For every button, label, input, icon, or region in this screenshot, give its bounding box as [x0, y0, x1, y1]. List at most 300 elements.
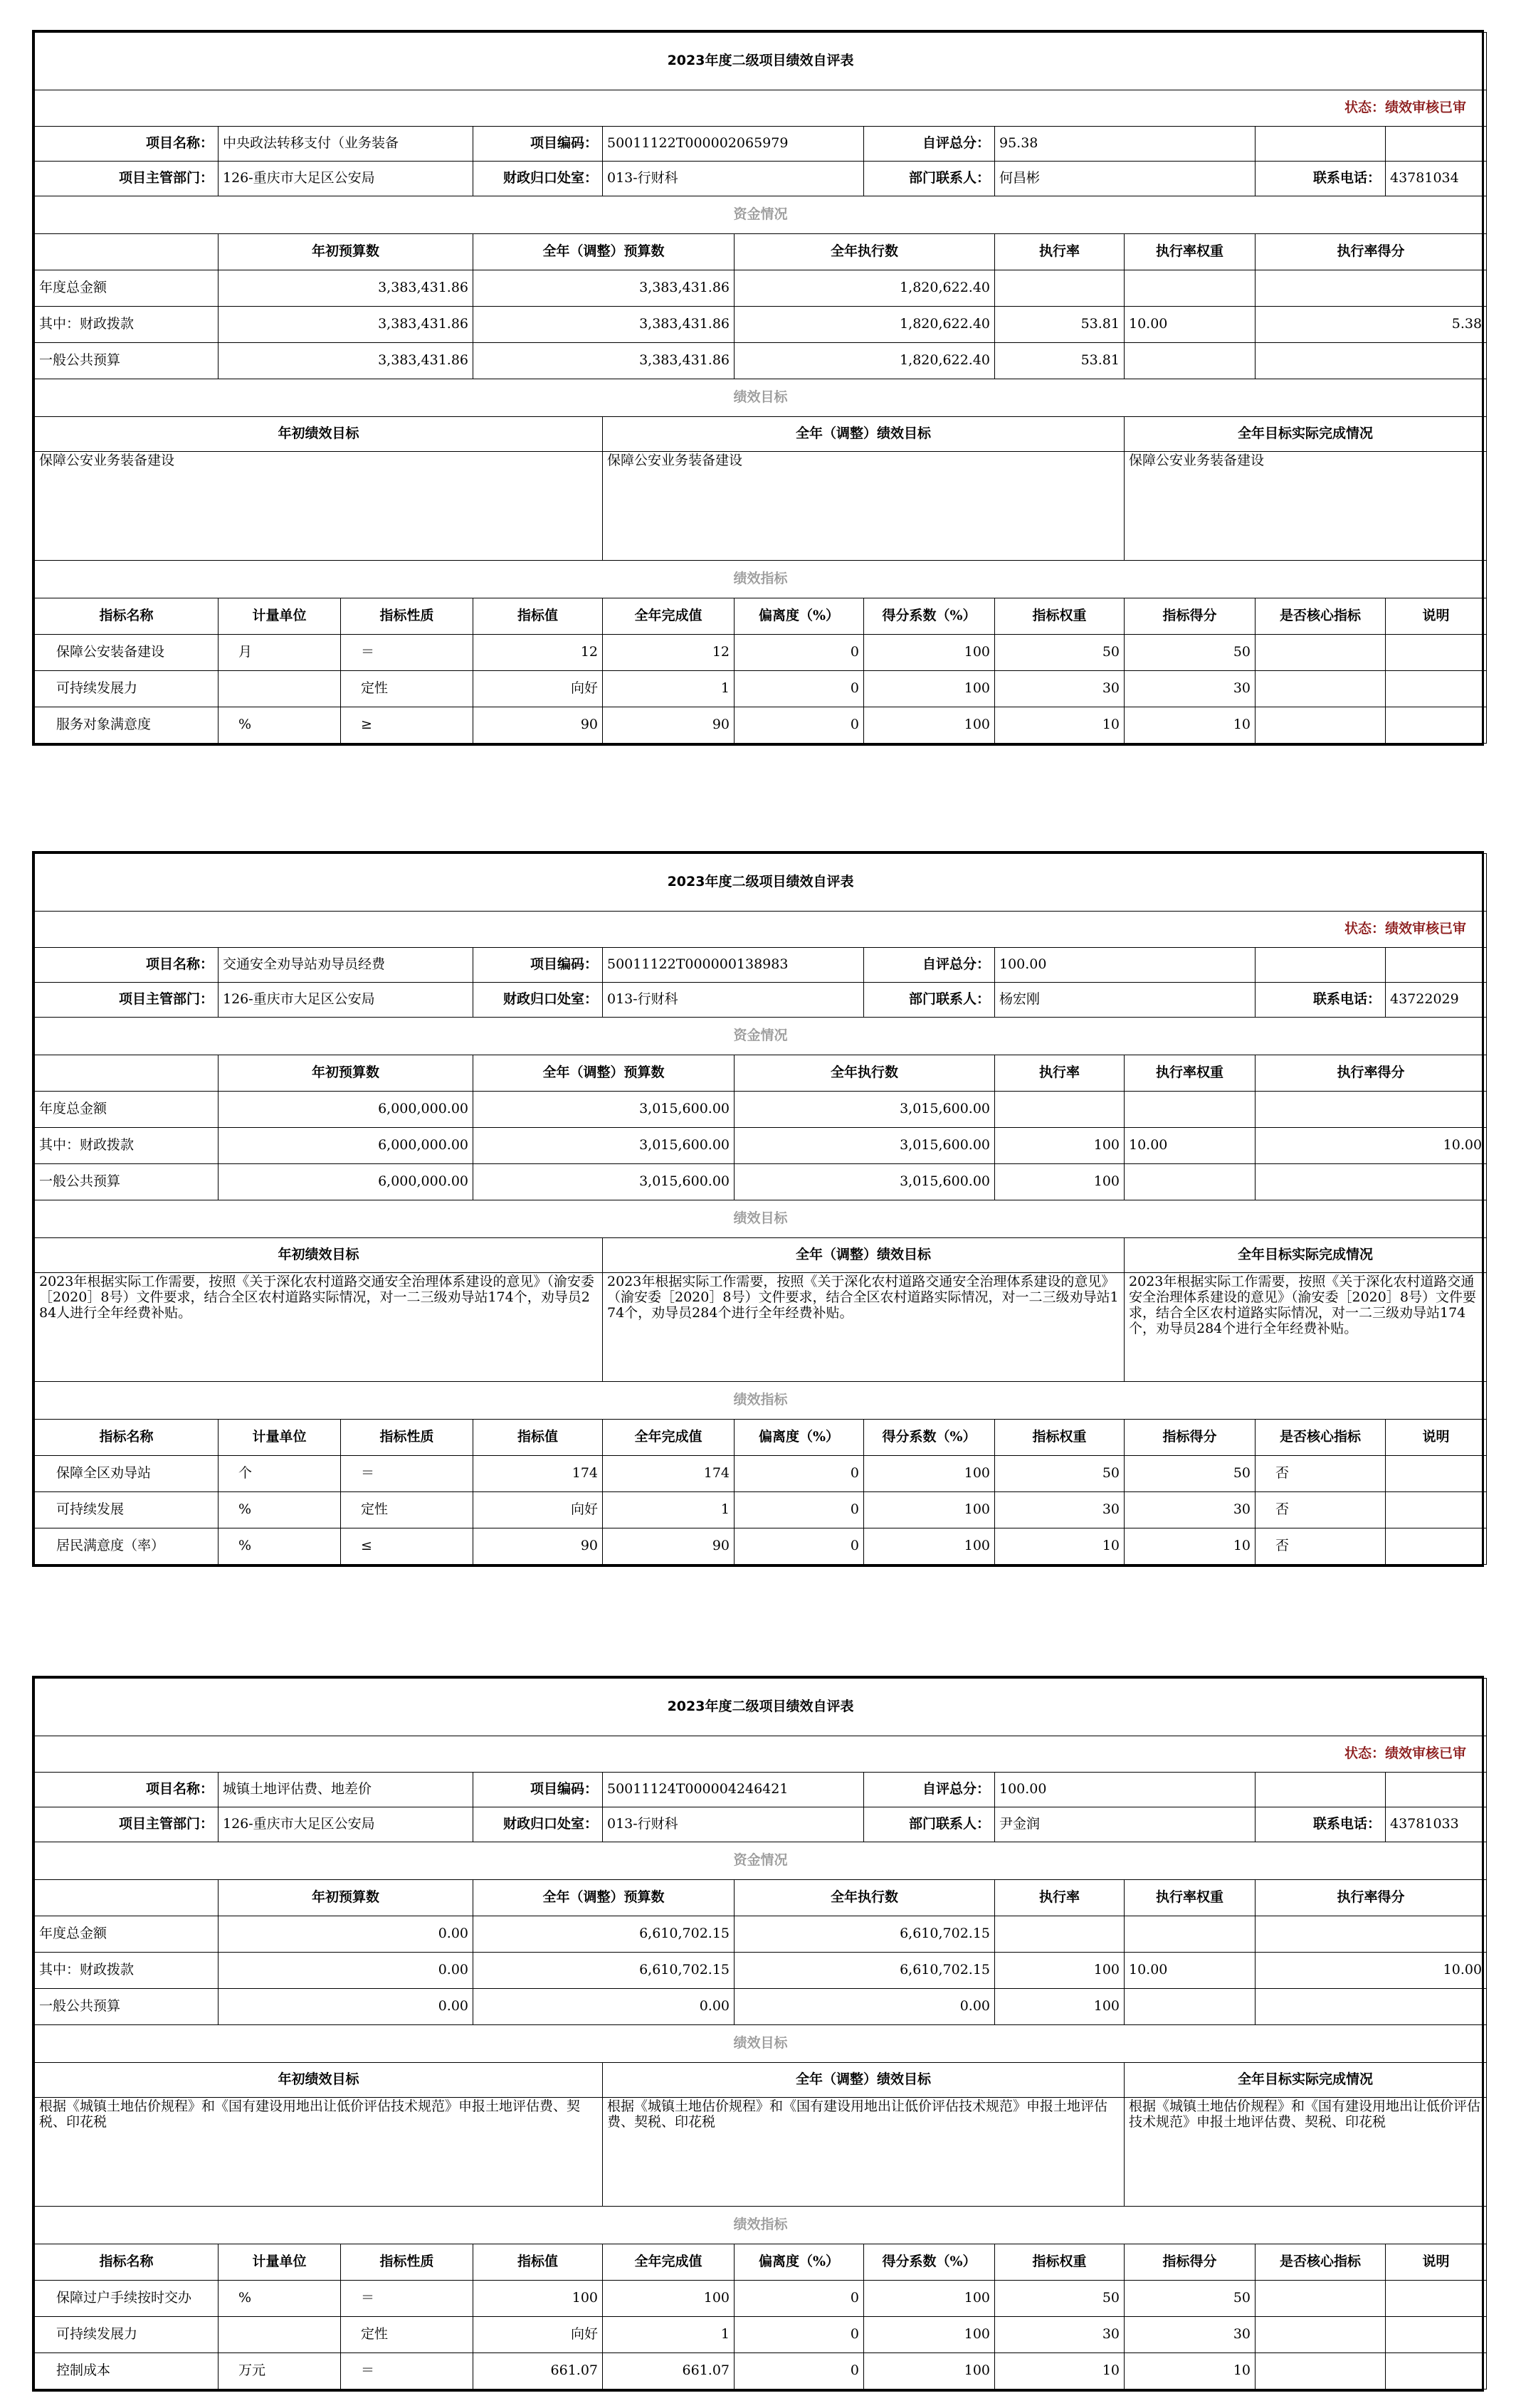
- indicators-section-title: 绩效指标: [35, 1382, 1487, 1420]
- targets-header: 年初绩效目标: [35, 2063, 603, 2098]
- project-name-label: 项目名称：: [35, 1773, 219, 1807]
- indicator-header: 指标名称: [35, 598, 219, 635]
- indicator-header: 指标性质: [341, 2244, 473, 2281]
- indicator-header: 说明: [1386, 1420, 1487, 1456]
- indicator-coefficient: 100: [864, 1492, 995, 1528]
- indicator-core: [1256, 2353, 1386, 2389]
- funds-header: 年初预算数: [219, 234, 473, 270]
- empty-cell: [1256, 948, 1386, 983]
- funds-header: 全年（调整）预算数: [473, 1055, 735, 1092]
- targets-header: 全年（调整）绩效目标: [603, 417, 1125, 452]
- funds-header: 全年（调整）预算数: [473, 1880, 735, 1916]
- contact-label: 部门联系人：: [864, 1807, 995, 1842]
- indicator-weight: 50: [995, 1456, 1125, 1492]
- targets-header: 全年目标实际完成情况: [1125, 417, 1487, 452]
- indicator-unit: [219, 2317, 341, 2353]
- empty-cell: [1386, 127, 1487, 162]
- funds-header: 全年（调整）预算数: [473, 234, 735, 270]
- dept-label: 项目主管部门：: [35, 983, 219, 1018]
- indicator-header: 偏离度（%）: [735, 2244, 864, 2281]
- indicators-header-row: [35, 2244, 1487, 2281]
- indicator-score: 50: [1125, 635, 1256, 671]
- targets-header: 全年目标实际完成情况: [1125, 1238, 1487, 1273]
- funds-header: 全年执行数: [735, 234, 995, 270]
- indicator-header: 指标权重: [995, 1420, 1125, 1456]
- self-evaluation-form-3: [32, 1676, 1484, 2392]
- targets-section-title: 绩效目标: [35, 379, 1487, 417]
- indicator-name: 居民满意度（率）: [35, 1528, 219, 1565]
- indicator-note: [1386, 1456, 1487, 1492]
- self-score-value: 95.38: [995, 127, 1256, 162]
- dept-label: 项目主管部门：: [35, 162, 219, 196]
- indicator-name: 保障全区劝导站: [35, 1456, 219, 1492]
- indicator-name: 保障过户手续按时交办: [35, 2281, 219, 2317]
- indicator-note: [1386, 635, 1487, 671]
- indicator-weight: 30: [995, 1492, 1125, 1528]
- indicator-completed: 1: [603, 2317, 735, 2353]
- funds-header: 年初预算数: [219, 1880, 473, 1916]
- indicator-name: 可持续发展力: [35, 2317, 219, 2353]
- funds-header: 执行率权重: [1125, 1880, 1256, 1916]
- indicator-nature: ＝: [341, 2353, 473, 2389]
- department-info-row: [35, 1807, 1487, 1842]
- indicator-header: 是否核心指标: [1256, 1420, 1386, 1456]
- executed-value: 3,015,600.00: [735, 1164, 995, 1200]
- funds-header: 年初预算数: [219, 1055, 473, 1092]
- indicator-score: 30: [1125, 671, 1256, 707]
- indicator-value: 90: [473, 1528, 603, 1565]
- indicator-value: 12: [473, 635, 603, 671]
- indicator-header: 计量单位: [219, 2244, 341, 2281]
- indicator-name: 保障公安装备建设: [35, 635, 219, 671]
- indicator-deviation: 0: [735, 707, 864, 744]
- indicator-weight: 10: [995, 707, 1125, 744]
- indicator-header: 指标值: [473, 598, 603, 635]
- indicator-score: 30: [1125, 2317, 1256, 2353]
- funds-row-label: 其中：财政拨款: [35, 1128, 219, 1164]
- indicator-nature: ≤: [341, 1528, 473, 1565]
- indicator-row: [35, 707, 1487, 744]
- indicator-header: 说明: [1386, 598, 1487, 635]
- indicator-weight: 10: [995, 2353, 1125, 2389]
- project-name-value: 中央政法转移支付（业务装备: [219, 127, 473, 162]
- indicator-header: 指标值: [473, 2244, 603, 2281]
- indicator-note: [1386, 671, 1487, 707]
- project-code-label: 项目编码：: [473, 948, 603, 983]
- targets-header: 全年（调整）绩效目标: [603, 1238, 1125, 1273]
- indicator-unit: %: [219, 1528, 341, 1565]
- indicator-coefficient: 100: [864, 707, 995, 744]
- indicator-coefficient: 100: [864, 671, 995, 707]
- indicator-row: [35, 1456, 1487, 1492]
- funds-row: [35, 1953, 1487, 1989]
- execution-rate-value: 53.81: [995, 343, 1125, 379]
- indicator-header: 指标得分: [1125, 2244, 1256, 2281]
- department-info-row: [35, 983, 1487, 1018]
- funds-section-title: 资金情况: [35, 1842, 1487, 1880]
- targets-row: [35, 2098, 1487, 2207]
- indicator-deviation: 0: [735, 1456, 864, 1492]
- indicator-score: 50: [1125, 2281, 1256, 2317]
- funds-header: 执行率权重: [1125, 1055, 1256, 1092]
- finance-dept-label: 财政归口处室：: [473, 162, 603, 196]
- self-score-label: 自评总分：: [864, 948, 995, 983]
- indicator-unit: 万元: [219, 2353, 341, 2389]
- indicator-header: 指标名称: [35, 1420, 219, 1456]
- funds-header: 执行率得分: [1256, 1055, 1487, 1092]
- indicator-row: [35, 1492, 1487, 1528]
- indicator-completed: 90: [603, 1528, 735, 1565]
- indicator-header: 指标值: [473, 1420, 603, 1456]
- indicator-value: 向好: [473, 671, 603, 707]
- targets-header-row: [35, 417, 1487, 452]
- indicator-coefficient: 100: [864, 1456, 995, 1492]
- indicator-unit: [219, 671, 341, 707]
- phone-label: 联系电话：: [1256, 162, 1386, 196]
- indicator-completed: 12: [603, 635, 735, 671]
- adjusted-budget-value: 3,015,600.00: [473, 1092, 735, 1128]
- indicator-value: 向好: [473, 2317, 603, 2353]
- initial-budget-value: 6,000,000.00: [219, 1092, 473, 1128]
- funds-row-label: 一般公共预算: [35, 343, 219, 379]
- indicator-header: 全年完成值: [603, 598, 735, 635]
- indicator-unit: %: [219, 1492, 341, 1528]
- funds-row-label: 一般公共预算: [35, 1989, 219, 2025]
- empty-cell: [35, 234, 219, 270]
- indicators-section-title: 绩效指标: [35, 2207, 1487, 2244]
- indicator-nature: ＝: [341, 635, 473, 671]
- phone-value: 43781034: [1386, 162, 1487, 196]
- initial-target-text: 2023年根据实际工作需要，按照《关于深化农村道路交通安全治理体系建设的意见》（渝安委［2020］8号）文件要求，结合全区农村道路实际情况，对一二三级劝导站174个，劝导员284人进行全年经费补贴。: [35, 1273, 603, 1382]
- indicator-deviation: 0: [735, 1492, 864, 1528]
- department-info-row: [35, 162, 1487, 196]
- project-code-value: 50011124T000004246421: [603, 1773, 864, 1807]
- project-name-value: 城镇土地评估费、地差价: [219, 1773, 473, 1807]
- targets-header: 全年（调整）绩效目标: [603, 2063, 1125, 2098]
- indicator-name: 可持续发展力: [35, 671, 219, 707]
- funds-row: [35, 1164, 1487, 1200]
- indicator-header: 指标权重: [995, 598, 1125, 635]
- self-score-label: 自评总分：: [864, 127, 995, 162]
- rate-score-value: [1256, 1916, 1487, 1953]
- funds-row: [35, 1989, 1487, 2025]
- indicator-coefficient: 100: [864, 2353, 995, 2389]
- indicator-header: 指标得分: [1125, 598, 1256, 635]
- indicator-nature: 定性: [341, 671, 473, 707]
- project-code-value: 50011122T000002065979: [603, 127, 864, 162]
- initial-budget-value: 6,000,000.00: [219, 1128, 473, 1164]
- funds-header: 执行率: [995, 234, 1125, 270]
- targets-header-row: [35, 1238, 1487, 1273]
- indicator-deviation: 0: [735, 2353, 864, 2389]
- indicator-value: 100: [473, 2281, 603, 2317]
- empty-cell: [35, 1880, 219, 1916]
- indicator-completed: 100: [603, 2281, 735, 2317]
- indicator-header: 计量单位: [219, 1420, 341, 1456]
- indicator-header: 是否核心指标: [1256, 598, 1386, 635]
- indicator-header: 得分系数（%）: [864, 598, 995, 635]
- indicator-core: [1256, 2281, 1386, 2317]
- indicator-note: [1386, 2317, 1487, 2353]
- status-badge: 状态：绩效审核已审: [35, 912, 1487, 948]
- funds-row-label: 一般公共预算: [35, 1164, 219, 1200]
- indicator-value: 90: [473, 707, 603, 744]
- indicator-core: 否: [1256, 1528, 1386, 1565]
- form-title: 2023年度二级项目绩效自评表: [35, 1679, 1487, 1736]
- targets-header: 年初绩效目标: [35, 1238, 603, 1273]
- indicator-core: [1256, 635, 1386, 671]
- adjusted-target-text: 保障公安业务装备建设: [603, 452, 1125, 561]
- indicator-name: 控制成本: [35, 2353, 219, 2389]
- funds-row: [35, 270, 1487, 307]
- indicator-header: 指标性质: [341, 598, 473, 635]
- indicator-nature: ＝: [341, 1456, 473, 1492]
- rate-score-value: 10.00: [1256, 1953, 1487, 1989]
- indicator-header: 指标性质: [341, 1420, 473, 1456]
- funds-row: [35, 1092, 1487, 1128]
- funds-row: [35, 1128, 1487, 1164]
- indicator-weight: 50: [995, 635, 1125, 671]
- adjusted-target-text: 2023年根据实际工作需要，按照《关于深化农村道路交通安全治理体系建设的意见》（渝安委［2020］8号）文件要求，结合全区农村道路实际情况，对一二三级劝导站174个，劝导员284个进行全年经费补贴。: [603, 1273, 1125, 1382]
- indicator-deviation: 0: [735, 2281, 864, 2317]
- adjusted-budget-value: 6,610,702.15: [473, 1953, 735, 1989]
- executed-value: 6,610,702.15: [735, 1953, 995, 1989]
- indicators-header-row: [35, 1420, 1487, 1456]
- rate-weight-value: 10.00: [1125, 1953, 1256, 1989]
- indicator-note: [1386, 1528, 1487, 1565]
- self-evaluation-form-1: [32, 30, 1484, 746]
- indicator-deviation: 0: [735, 635, 864, 671]
- funds-header: 执行率得分: [1256, 1880, 1487, 1916]
- project-code-label: 项目编码：: [473, 127, 603, 162]
- empty-cell: [1256, 1773, 1386, 1807]
- initial-budget-value: 0.00: [219, 1916, 473, 1953]
- indicator-core: 否: [1256, 1456, 1386, 1492]
- rate-score-value: 5.38: [1256, 307, 1487, 343]
- indicators-section-title: 绩效指标: [35, 561, 1487, 598]
- funds-row-label: 其中：财政拨款: [35, 1953, 219, 1989]
- initial-budget-value: 3,383,431.86: [219, 270, 473, 307]
- funds-row-label: 其中：财政拨款: [35, 307, 219, 343]
- rate-score-value: [1256, 1092, 1487, 1128]
- finance-dept-value: 013-行财科: [603, 983, 864, 1018]
- indicator-weight: 10: [995, 1528, 1125, 1565]
- indicator-header: 指标权重: [995, 2244, 1125, 2281]
- indicator-row: [35, 2281, 1487, 2317]
- funds-row: [35, 343, 1487, 379]
- rate-score-value: [1256, 343, 1487, 379]
- rate-score-value: [1256, 1164, 1487, 1200]
- phone-value: 43722029: [1386, 983, 1487, 1018]
- indicator-row: [35, 2353, 1487, 2389]
- indicator-unit: %: [219, 2281, 341, 2317]
- executed-value: 3,015,600.00: [735, 1092, 995, 1128]
- empty-cell: [1256, 127, 1386, 162]
- finance-dept-value: 013-行财科: [603, 1807, 864, 1842]
- targets-section-title: 绩效目标: [35, 2025, 1487, 2063]
- empty-cell: [35, 1055, 219, 1092]
- targets-row: [35, 1273, 1487, 1382]
- indicator-weight: 50: [995, 2281, 1125, 2317]
- adjusted-budget-value: 0.00: [473, 1989, 735, 2025]
- indicator-header: 偏离度（%）: [735, 598, 864, 635]
- indicator-row: [35, 671, 1487, 707]
- funds-section-title: 资金情况: [35, 196, 1487, 234]
- adjusted-budget-value: 3,383,431.86: [473, 270, 735, 307]
- adjusted-budget-value: 3,383,431.86: [473, 343, 735, 379]
- rate-weight-value: [1125, 1916, 1256, 1953]
- indicator-header: 指标名称: [35, 2244, 219, 2281]
- indicator-coefficient: 100: [864, 635, 995, 671]
- adjusted-budget-value: 6,610,702.15: [473, 1916, 735, 1953]
- executed-value: 0.00: [735, 1989, 995, 2025]
- status-badge: 状态：绩效审核已审: [35, 90, 1487, 127]
- indicator-unit: 月: [219, 635, 341, 671]
- executed-value: 3,015,600.00: [735, 1128, 995, 1164]
- indicators-header-row: [35, 598, 1487, 635]
- indicator-note: [1386, 707, 1487, 744]
- indicator-completed: 661.07: [603, 2353, 735, 2389]
- indicator-value: 174: [473, 1456, 603, 1492]
- indicator-header: 指标得分: [1125, 1420, 1256, 1456]
- rate-weight-value: [1125, 1164, 1256, 1200]
- indicator-unit: 个: [219, 1456, 341, 1492]
- indicator-note: [1386, 2281, 1487, 2317]
- targets-section-title: 绩效目标: [35, 1200, 1487, 1238]
- actual-completion-text: 根据《城镇土地估价规程》和《国有建设用地出让低价评估技术规范》申报土地评估费、契税、印花税: [1125, 2098, 1487, 2207]
- execution-rate-value: [995, 1916, 1125, 1953]
- funds-row-label: 年度总金额: [35, 270, 219, 307]
- indicator-header: 全年完成值: [603, 1420, 735, 1456]
- adjusted-budget-value: 3,383,431.86: [473, 307, 735, 343]
- form-title: 2023年度二级项目绩效自评表: [35, 854, 1487, 912]
- indicator-note: [1386, 1492, 1487, 1528]
- execution-rate-value: 100: [995, 1164, 1125, 1200]
- rate-weight-value: [1125, 1989, 1256, 2025]
- funds-header-row: [35, 234, 1487, 270]
- adjusted-budget-value: 3,015,600.00: [473, 1164, 735, 1200]
- project-name-value: 交通安全劝导站劝导员经费: [219, 948, 473, 983]
- rate-score-value: [1256, 1989, 1487, 2025]
- initial-budget-value: 6,000,000.00: [219, 1164, 473, 1200]
- funds-row: [35, 1916, 1487, 1953]
- indicator-coefficient: 100: [864, 1528, 995, 1565]
- contact-value: 杨宏刚: [995, 983, 1256, 1018]
- indicator-score: 10: [1125, 2353, 1256, 2389]
- rate-score-value: [1256, 270, 1487, 307]
- funds-header: 执行率得分: [1256, 234, 1487, 270]
- contact-value: 尹金润: [995, 1807, 1256, 1842]
- dept-value: 126-重庆市大足区公安局: [219, 1807, 473, 1842]
- indicator-nature: 定性: [341, 1492, 473, 1528]
- targets-header-row: [35, 2063, 1487, 2098]
- funds-header: 执行率: [995, 1055, 1125, 1092]
- finance-dept-value: 013-行财科: [603, 162, 864, 196]
- indicator-value: 661.07: [473, 2353, 603, 2389]
- initial-budget-value: 0.00: [219, 1989, 473, 2025]
- executed-value: 6,610,702.15: [735, 1916, 995, 1953]
- dept-label: 项目主管部门：: [35, 1807, 219, 1842]
- phone-value: 43781033: [1386, 1807, 1487, 1842]
- status-badge: 状态：绩效审核已审: [35, 1736, 1487, 1773]
- targets-header: 全年目标实际完成情况: [1125, 2063, 1487, 2098]
- indicator-weight: 30: [995, 671, 1125, 707]
- initial-budget-value: 0.00: [219, 1953, 473, 1989]
- phone-label: 联系电话：: [1256, 1807, 1386, 1842]
- funds-header-row: [35, 1055, 1487, 1092]
- contact-label: 部门联系人：: [864, 162, 995, 196]
- funds-header: 执行率: [995, 1880, 1125, 1916]
- execution-rate-value: 100: [995, 1128, 1125, 1164]
- indicator-score: 30: [1125, 1492, 1256, 1528]
- adjusted-target-text: 根据《城镇土地估价规程》和《国有建设用地出让低价评估技术规范》申报土地评估费、契税、印花税: [603, 2098, 1125, 2207]
- project-code-value: 50011122T000000138983: [603, 948, 864, 983]
- indicator-header: 得分系数（%）: [864, 1420, 995, 1456]
- funds-row-label: 年度总金额: [35, 1916, 219, 1953]
- indicator-header: 偏离度（%）: [735, 1420, 864, 1456]
- funds-row-label: 年度总金额: [35, 1092, 219, 1128]
- indicator-header: 计量单位: [219, 598, 341, 635]
- project-info-row: [35, 127, 1487, 162]
- actual-completion-text: 保障公安业务装备建设: [1125, 452, 1487, 561]
- indicator-coefficient: 100: [864, 2281, 995, 2317]
- indicator-weight: 30: [995, 2317, 1125, 2353]
- finance-dept-label: 财政归口处室：: [473, 1807, 603, 1842]
- project-name-label: 项目名称：: [35, 948, 219, 983]
- executed-value: 1,820,622.40: [735, 270, 995, 307]
- execution-rate-value: [995, 1092, 1125, 1128]
- indicator-core: [1256, 707, 1386, 744]
- indicator-header: 是否核心指标: [1256, 2244, 1386, 2281]
- rate-weight-value: [1125, 1092, 1256, 1128]
- indicator-core: 否: [1256, 1492, 1386, 1528]
- indicator-header: 得分系数（%）: [864, 2244, 995, 2281]
- initial-target-text: 根据《城镇土地估价规程》和《国有建设用地出让低价评估技术规范》申报土地评估费、契税、印花税: [35, 2098, 603, 2207]
- funds-header: 全年执行数: [735, 1055, 995, 1092]
- indicator-nature: 定性: [341, 2317, 473, 2353]
- self-evaluation-form-2: [32, 851, 1484, 1567]
- indicator-deviation: 0: [735, 1528, 864, 1565]
- execution-rate-value: 100: [995, 1989, 1125, 2025]
- indicator-name: 可持续发展: [35, 1492, 219, 1528]
- targets-header: 年初绩效目标: [35, 417, 603, 452]
- funds-row: [35, 307, 1487, 343]
- rate-score-value: 10.00: [1256, 1128, 1487, 1164]
- funds-header: 全年执行数: [735, 1880, 995, 1916]
- indicator-core: [1256, 671, 1386, 707]
- indicator-completed: 1: [603, 1492, 735, 1528]
- rate-weight-value: [1125, 270, 1256, 307]
- self-score-value: 100.00: [995, 1773, 1256, 1807]
- contact-value: 何昌彬: [995, 162, 1256, 196]
- execution-rate-value: 53.81: [995, 307, 1125, 343]
- initial-budget-value: 3,383,431.86: [219, 307, 473, 343]
- executed-value: 1,820,622.40: [735, 307, 995, 343]
- indicator-row: [35, 635, 1487, 671]
- executed-value: 1,820,622.40: [735, 343, 995, 379]
- indicator-score: 50: [1125, 1456, 1256, 1492]
- adjusted-budget-value: 3,015,600.00: [473, 1128, 735, 1164]
- indicator-unit: %: [219, 707, 341, 744]
- indicator-name: 服务对象满意度: [35, 707, 219, 744]
- indicator-completed: 90: [603, 707, 735, 744]
- self-score-value: 100.00: [995, 948, 1256, 983]
- indicator-coefficient: 100: [864, 2317, 995, 2353]
- project-info-row: [35, 948, 1487, 983]
- rate-weight-value: [1125, 343, 1256, 379]
- self-score-label: 自评总分：: [864, 1773, 995, 1807]
- dept-value: 126-重庆市大足区公安局: [219, 983, 473, 1018]
